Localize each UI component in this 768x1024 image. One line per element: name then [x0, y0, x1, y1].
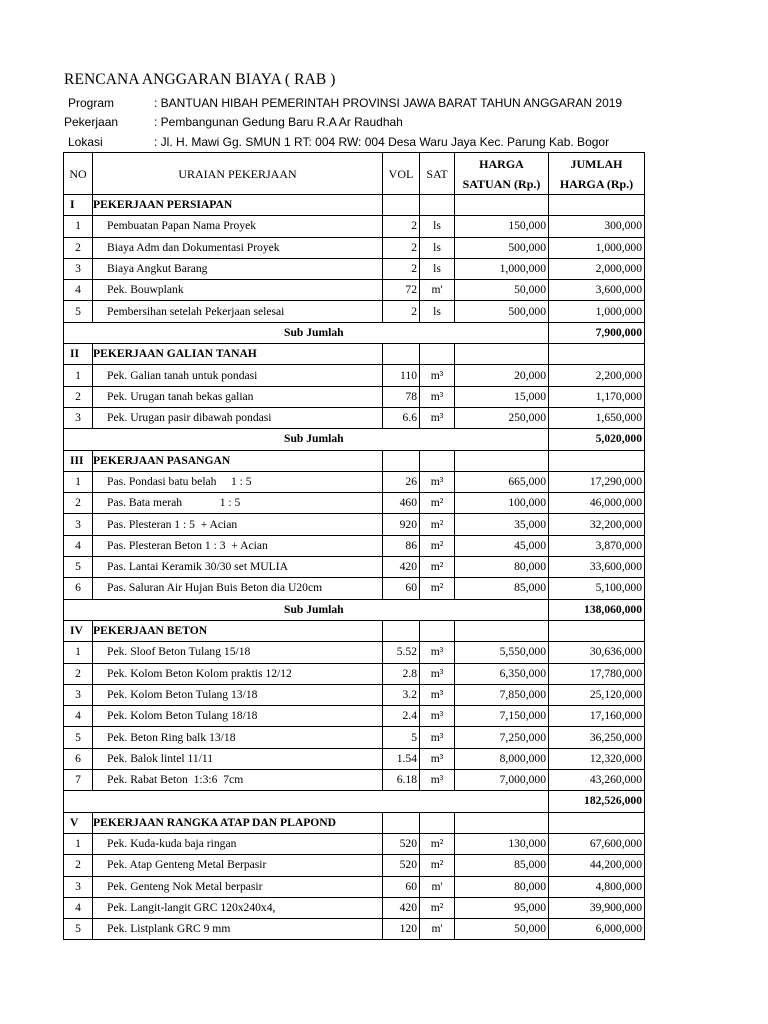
- item-total-price: 46,000,000: [549, 493, 645, 514]
- table-row: [64, 642, 645, 663]
- item-total-price: 5,100,000: [549, 578, 645, 599]
- subtotal-value: 182,526,000: [549, 791, 645, 812]
- meta-value: : BANTUAN HIBAH PEMERINTAH PROVINSI JAWA BARAT TAHUN ANGGARAN 2019: [154, 96, 623, 110]
- section-header-row: [64, 620, 645, 641]
- header-harga-line2: SATUAN (Rp.): [462, 176, 541, 191]
- item-description: Pembersihan setelah Pekerjaan selesai: [93, 301, 383, 322]
- meta-value: : Jl. H. Mawi Gg. SMUN 1 RT: 004 RW: 004 Desa Waru Jaya Kec. Parung Kab. Bogor: [154, 135, 610, 149]
- item-total-price: 3,870,000: [549, 535, 645, 556]
- item-volume: 6.18: [383, 770, 420, 791]
- item-volume: 2: [383, 258, 420, 279]
- empty-cell: [420, 344, 455, 365]
- item-description: Pek. Atap Genteng Metal Berpasir: [93, 855, 383, 876]
- table-row: [64, 557, 645, 578]
- item-number: 1: [64, 642, 93, 663]
- item-unit-price: 45,000: [455, 535, 549, 556]
- table-row: [64, 833, 645, 854]
- item-volume: 78: [383, 386, 420, 407]
- item-unit-price: 7,850,000: [455, 684, 549, 705]
- item-unit-price: 85,000: [455, 855, 549, 876]
- item-unit: m³: [420, 642, 455, 663]
- item-volume: 6.6: [383, 407, 420, 428]
- empty-cell: [455, 195, 549, 216]
- item-volume: 420: [383, 897, 420, 918]
- item-description: Pas. Saluran Air Hujan Buis Beton dia U20cm: [93, 578, 383, 599]
- item-total-price: 1,000,000: [549, 237, 645, 258]
- item-description: Pek. Balok lintel 11/11: [93, 748, 383, 769]
- item-volume: 460: [383, 493, 420, 514]
- item-unit-price: 85,000: [455, 578, 549, 599]
- item-total-price: 25,120,000: [549, 684, 645, 705]
- table-row: [64, 471, 645, 492]
- subtotal-label: Sub Jumlah: [64, 599, 549, 620]
- meta-label: Pekerjaan: [64, 115, 119, 129]
- item-volume: 120: [383, 919, 420, 940]
- item-unit: m²: [420, 897, 455, 918]
- item-description: Pas. Lantai Keramik 30/30 set MULIA: [93, 557, 383, 578]
- item-description: Pek. Urugan tanah bekas galian: [93, 386, 383, 407]
- empty-cell: [455, 620, 549, 641]
- meta-label: Lokasi: [68, 135, 103, 149]
- table-row: [64, 897, 645, 918]
- item-number: 1: [64, 471, 93, 492]
- table-row: [64, 727, 645, 748]
- item-unit: m²: [420, 855, 455, 876]
- item-unit: m³: [420, 663, 455, 684]
- item-unit-price: 250,000: [455, 407, 549, 428]
- item-number: 2: [64, 386, 93, 407]
- item-unit: ls: [420, 237, 455, 258]
- item-unit: m²: [420, 557, 455, 578]
- item-description: Pembuatan Papan Nama Proyek: [93, 216, 383, 237]
- item-volume: 520: [383, 833, 420, 854]
- item-number: 3: [64, 258, 93, 279]
- item-volume: 2: [383, 216, 420, 237]
- item-total-price: 2,200,000: [549, 365, 645, 386]
- item-unit: ls: [420, 258, 455, 279]
- section-title: PEKERJAAN RANGKA ATAP DAN PLAPOND: [93, 812, 383, 833]
- table-row: [64, 663, 645, 684]
- empty-cell: [549, 195, 645, 216]
- table-row: [64, 237, 645, 258]
- item-description: Pek. Kolom Beton Tulang 13/18: [93, 684, 383, 705]
- item-total-price: 4,800,000: [549, 876, 645, 897]
- item-unit: m²: [420, 535, 455, 556]
- subtotal-row: [64, 599, 645, 620]
- section-header-row: [64, 344, 645, 365]
- item-total-price: 3,600,000: [549, 280, 645, 301]
- section-number: V: [64, 812, 93, 833]
- table-row: [64, 301, 645, 322]
- item-total-price: 44,200,000: [549, 855, 645, 876]
- item-unit: m²: [420, 514, 455, 535]
- item-unit: ls: [420, 301, 455, 322]
- table-row: [64, 684, 645, 705]
- item-number: 1: [64, 365, 93, 386]
- item-volume: 60: [383, 876, 420, 897]
- item-unit: m²: [420, 578, 455, 599]
- item-volume: 420: [383, 557, 420, 578]
- table-row: [64, 258, 645, 279]
- item-description: Biaya Adm dan Dokumentasi Proyek: [93, 237, 383, 258]
- section-header-row: [64, 195, 645, 216]
- item-number: 6: [64, 578, 93, 599]
- item-description: Pas. Bata merah 1 : 5: [93, 493, 383, 514]
- item-unit: m²: [420, 833, 455, 854]
- empty-cell: [420, 812, 455, 833]
- item-unit-price: 95,000: [455, 897, 549, 918]
- section-title: PEKERJAAN BETON: [93, 620, 383, 641]
- header-harga: [455, 153, 549, 195]
- subtotal-value: 138,060,000: [549, 599, 645, 620]
- item-number: 7: [64, 770, 93, 791]
- meta-value: : Pembangunan Gedung Baru R.A Ar Raudhah: [154, 115, 403, 129]
- item-description: Pek. Galian tanah untuk pondasi: [93, 365, 383, 386]
- empty-cell: [420, 450, 455, 471]
- item-total-price: 6,000,000: [549, 919, 645, 940]
- rab-table: [63, 152, 645, 940]
- empty-cell: [383, 812, 420, 833]
- item-volume: 86: [383, 535, 420, 556]
- item-number: 1: [64, 216, 93, 237]
- item-volume: 3.2: [383, 684, 420, 705]
- item-description: Pek. Urugan pasir dibawah pondasi: [93, 407, 383, 428]
- item-unit-price: 35,000: [455, 514, 549, 535]
- item-description: Pek. Bouwplank: [93, 280, 383, 301]
- item-number: 1: [64, 833, 93, 854]
- table-row: [64, 365, 645, 386]
- table-row: [64, 535, 645, 556]
- item-total-price: 17,290,000: [549, 471, 645, 492]
- item-unit: m³: [420, 684, 455, 705]
- item-description: Pek. Sloof Beton Tulang 15/18: [93, 642, 383, 663]
- empty-cell: [455, 344, 549, 365]
- item-number: 3: [64, 407, 93, 428]
- empty-cell: [383, 620, 420, 641]
- section-number: IV: [64, 620, 93, 641]
- table-row: [64, 748, 645, 769]
- item-volume: 1.54: [383, 748, 420, 769]
- item-unit: m³: [420, 770, 455, 791]
- item-description: Pas. Plesteran Beton 1 : 3 + Acian: [93, 535, 383, 556]
- empty-cell: [549, 450, 645, 471]
- item-unit-price: 130,000: [455, 833, 549, 854]
- empty-cell: [549, 344, 645, 365]
- table-row: [64, 280, 645, 301]
- item-number: 4: [64, 706, 93, 727]
- item-unit: m³: [420, 386, 455, 407]
- item-total-price: 1,000,000: [549, 301, 645, 322]
- header-vol: VOL: [383, 153, 420, 195]
- item-unit-price: 15,000: [455, 386, 549, 407]
- item-description: Pek. Genteng Nok Metal berpasir: [93, 876, 383, 897]
- table-header-row: [64, 153, 645, 195]
- item-total-price: 17,780,000: [549, 663, 645, 684]
- header-jumlah-line1: JUMLAH: [570, 156, 623, 171]
- subtotal-label: Sub Jumlah: [64, 429, 549, 450]
- item-volume: 110: [383, 365, 420, 386]
- empty-cell: [549, 620, 645, 641]
- item-description: Pek. Kolom Beton Kolom praktis 12/12: [93, 663, 383, 684]
- subtotal-row: [64, 429, 645, 450]
- item-volume: 920: [383, 514, 420, 535]
- item-volume: 2.8: [383, 663, 420, 684]
- table-row: [64, 855, 645, 876]
- table-row: [64, 216, 645, 237]
- item-unit: m²: [420, 493, 455, 514]
- item-total-price: 43,260,000: [549, 770, 645, 791]
- subtotal-row: [64, 322, 645, 343]
- item-unit-price: 80,000: [455, 557, 549, 578]
- item-volume: 520: [383, 855, 420, 876]
- header-harga-line1: HARGA: [479, 156, 524, 171]
- item-volume: 26: [383, 471, 420, 492]
- item-number: 4: [64, 897, 93, 918]
- item-unit-price: 665,000: [455, 471, 549, 492]
- item-total-price: 300,000: [549, 216, 645, 237]
- item-unit-price: 8,000,000: [455, 748, 549, 769]
- item-number: 3: [64, 514, 93, 535]
- empty-cell: [549, 812, 645, 833]
- item-unit-price: 5,550,000: [455, 642, 549, 663]
- item-unit-price: 1,000,000: [455, 258, 549, 279]
- header-sat: SAT: [420, 153, 455, 195]
- meta-label: Program: [68, 96, 115, 110]
- header-no: NO: [64, 153, 93, 195]
- empty-cell: [383, 195, 420, 216]
- item-total-price: 1,650,000: [549, 407, 645, 428]
- item-number: 2: [64, 493, 93, 514]
- item-number: 3: [64, 684, 93, 705]
- item-number: 5: [64, 301, 93, 322]
- subtotal-label: Sub Jumlah: [64, 322, 549, 343]
- item-volume: 2: [383, 301, 420, 322]
- table-row: [64, 386, 645, 407]
- empty-cell: [455, 450, 549, 471]
- empty-cell: [420, 620, 455, 641]
- empty-cell: [383, 450, 420, 471]
- empty-cell: [420, 195, 455, 216]
- section-header-row: [64, 812, 645, 833]
- item-unit: ls: [420, 216, 455, 237]
- item-number: 2: [64, 663, 93, 684]
- item-unit: m³: [420, 706, 455, 727]
- item-unit-price: 6,350,000: [455, 663, 549, 684]
- table-row: [64, 493, 645, 514]
- table-row: [64, 876, 645, 897]
- item-unit: m³: [420, 471, 455, 492]
- section-title: PEKERJAAN PASANGAN: [93, 450, 383, 471]
- item-number: 4: [64, 280, 93, 301]
- item-description: Biaya Angkut Barang: [93, 258, 383, 279]
- subtotal-row: [64, 791, 645, 812]
- section-title: PEKERJAAN GALIAN TANAH: [93, 344, 383, 365]
- item-number: 5: [64, 919, 93, 940]
- subtotal-label: [64, 791, 549, 812]
- item-total-price: 12,320,000: [549, 748, 645, 769]
- item-unit-price: 20,000: [455, 365, 549, 386]
- item-unit: m': [420, 919, 455, 940]
- item-total-price: 30,636,000: [549, 642, 645, 663]
- item-unit: m': [420, 280, 455, 301]
- item-unit-price: 7,250,000: [455, 727, 549, 748]
- item-description: Pek. Langit-langit GRC 120x240x4,: [93, 897, 383, 918]
- item-unit-price: 500,000: [455, 301, 549, 322]
- item-description: Pek. Beton Ring balk 13/18: [93, 727, 383, 748]
- item-description: Pek. Kolom Beton Tulang 18/18: [93, 706, 383, 727]
- item-number: 3: [64, 876, 93, 897]
- item-unit-price: 150,000: [455, 216, 549, 237]
- item-unit-price: 7,000,000: [455, 770, 549, 791]
- item-number: 2: [64, 237, 93, 258]
- item-unit-price: 7,150,000: [455, 706, 549, 727]
- item-unit: m³: [420, 407, 455, 428]
- item-description: Pas. Plesteran 1 : 5 + Acian: [93, 514, 383, 535]
- item-volume: 60: [383, 578, 420, 599]
- table-row: [64, 919, 645, 940]
- item-volume: 5.52: [383, 642, 420, 663]
- item-volume: 2.4: [383, 706, 420, 727]
- item-total-price: 1,170,000: [549, 386, 645, 407]
- item-volume: 72: [383, 280, 420, 301]
- item-total-price: 17,160,000: [549, 706, 645, 727]
- table-row: [64, 514, 645, 535]
- header-desc: URAIAN PEKERJAAN: [93, 153, 383, 195]
- subtotal-value: 7,900,000: [549, 322, 645, 343]
- item-unit: m³: [420, 748, 455, 769]
- header-jumlah-line2: HARGA (Rp.): [559, 176, 634, 191]
- section-title: PEKERJAAN PERSIAPAN: [93, 195, 383, 216]
- item-number: 5: [64, 727, 93, 748]
- item-unit: m': [420, 876, 455, 897]
- item-description: Pas. Pondasi batu belah 1 : 5: [93, 471, 383, 492]
- table-row: [64, 407, 645, 428]
- item-unit-price: 100,000: [455, 493, 549, 514]
- subtotal-value: 5,020,000: [549, 429, 645, 450]
- item-description: Pek. Kuda-kuda baja ringan: [93, 833, 383, 854]
- item-unit: m³: [420, 365, 455, 386]
- section-number: III: [64, 450, 93, 471]
- item-total-price: 67,600,000: [549, 833, 645, 854]
- item-number: 5: [64, 557, 93, 578]
- item-total-price: 2,000,000: [549, 258, 645, 279]
- empty-cell: [455, 812, 549, 833]
- item-number: 6: [64, 748, 93, 769]
- item-number: 4: [64, 535, 93, 556]
- section-number: II: [64, 344, 93, 365]
- item-total-price: 39,900,000: [549, 897, 645, 918]
- item-unit-price: 50,000: [455, 919, 549, 940]
- table-body: [64, 195, 645, 940]
- section-header-row: [64, 450, 645, 471]
- table-row: [64, 770, 645, 791]
- item-total-price: 32,200,000: [549, 514, 645, 535]
- item-total-price: 33,600,000: [549, 557, 645, 578]
- table-row: [64, 578, 645, 599]
- item-volume: 2: [383, 237, 420, 258]
- item-unit-price: 500,000: [455, 237, 549, 258]
- item-description: Pek. Rabat Beton 1:3:6 7cm: [93, 770, 383, 791]
- empty-cell: [383, 344, 420, 365]
- item-total-price: 36,250,000: [549, 727, 645, 748]
- table-row: [64, 706, 645, 727]
- item-number: 2: [64, 855, 93, 876]
- item-description: Pek. Listplank GRC 9 mm: [93, 919, 383, 940]
- item-unit-price: 80,000: [455, 876, 549, 897]
- header-jumlah: [549, 153, 645, 195]
- item-volume: 5: [383, 727, 420, 748]
- item-unit: m³: [420, 727, 455, 748]
- document-title: RENCANA ANGGARAN BIAYA ( RAB ): [64, 71, 336, 88]
- item-unit-price: 50,000: [455, 280, 549, 301]
- section-number: I: [64, 195, 93, 216]
